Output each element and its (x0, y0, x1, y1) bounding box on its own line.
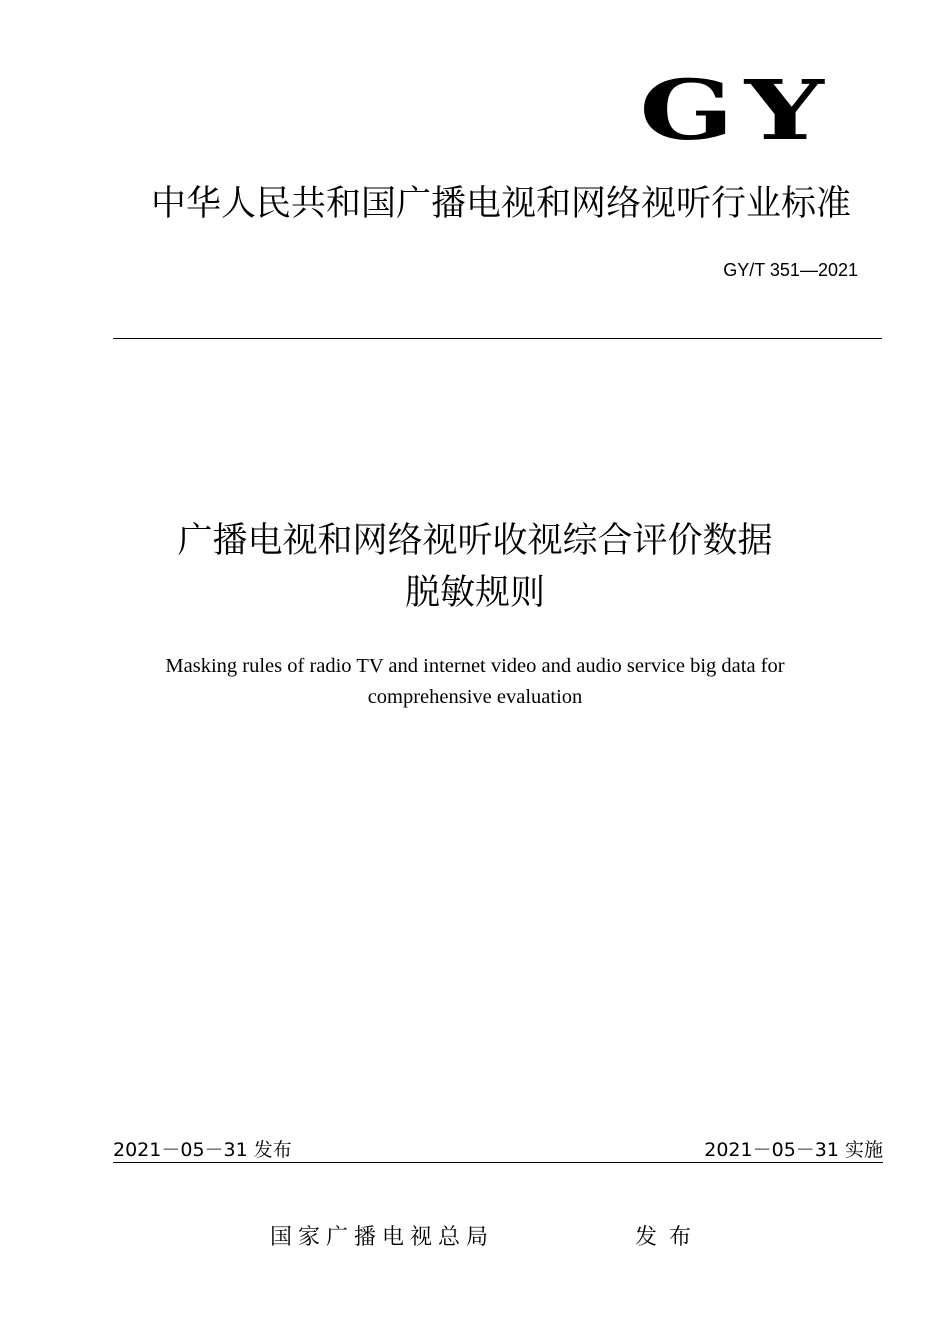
title-zh-line-1: 广播电视和网络视听收视综合评价数据 (177, 521, 773, 561)
header-divider (113, 338, 882, 339)
date-divider (113, 1162, 883, 1163)
issue-date: 2021－05－31 发布 (113, 1139, 292, 1161)
title-zh-line-2: 脱敏规则 (404, 573, 545, 613)
title-en-line-2: comprehensive evaluation (367, 686, 583, 708)
title-en-line-1: Masking rules of radio TV and internet video and audio service big data for (165, 655, 785, 677)
document-title-en (0, 651, 950, 713)
issue-label: 发布 (635, 1225, 704, 1250)
standard-category: 中华人民共和国广播电视和网络视听行业标准 (150, 184, 851, 224)
issuing-authority: 国家广播电视总局 (270, 1225, 495, 1250)
document-title-zh (0, 515, 950, 619)
date-row (113, 1136, 883, 1164)
implementation-date: 2021－05－31 实施 (704, 1139, 883, 1161)
gy-logo: GY (639, 63, 835, 159)
standard-number: GY/T 351—2021 (723, 260, 858, 280)
